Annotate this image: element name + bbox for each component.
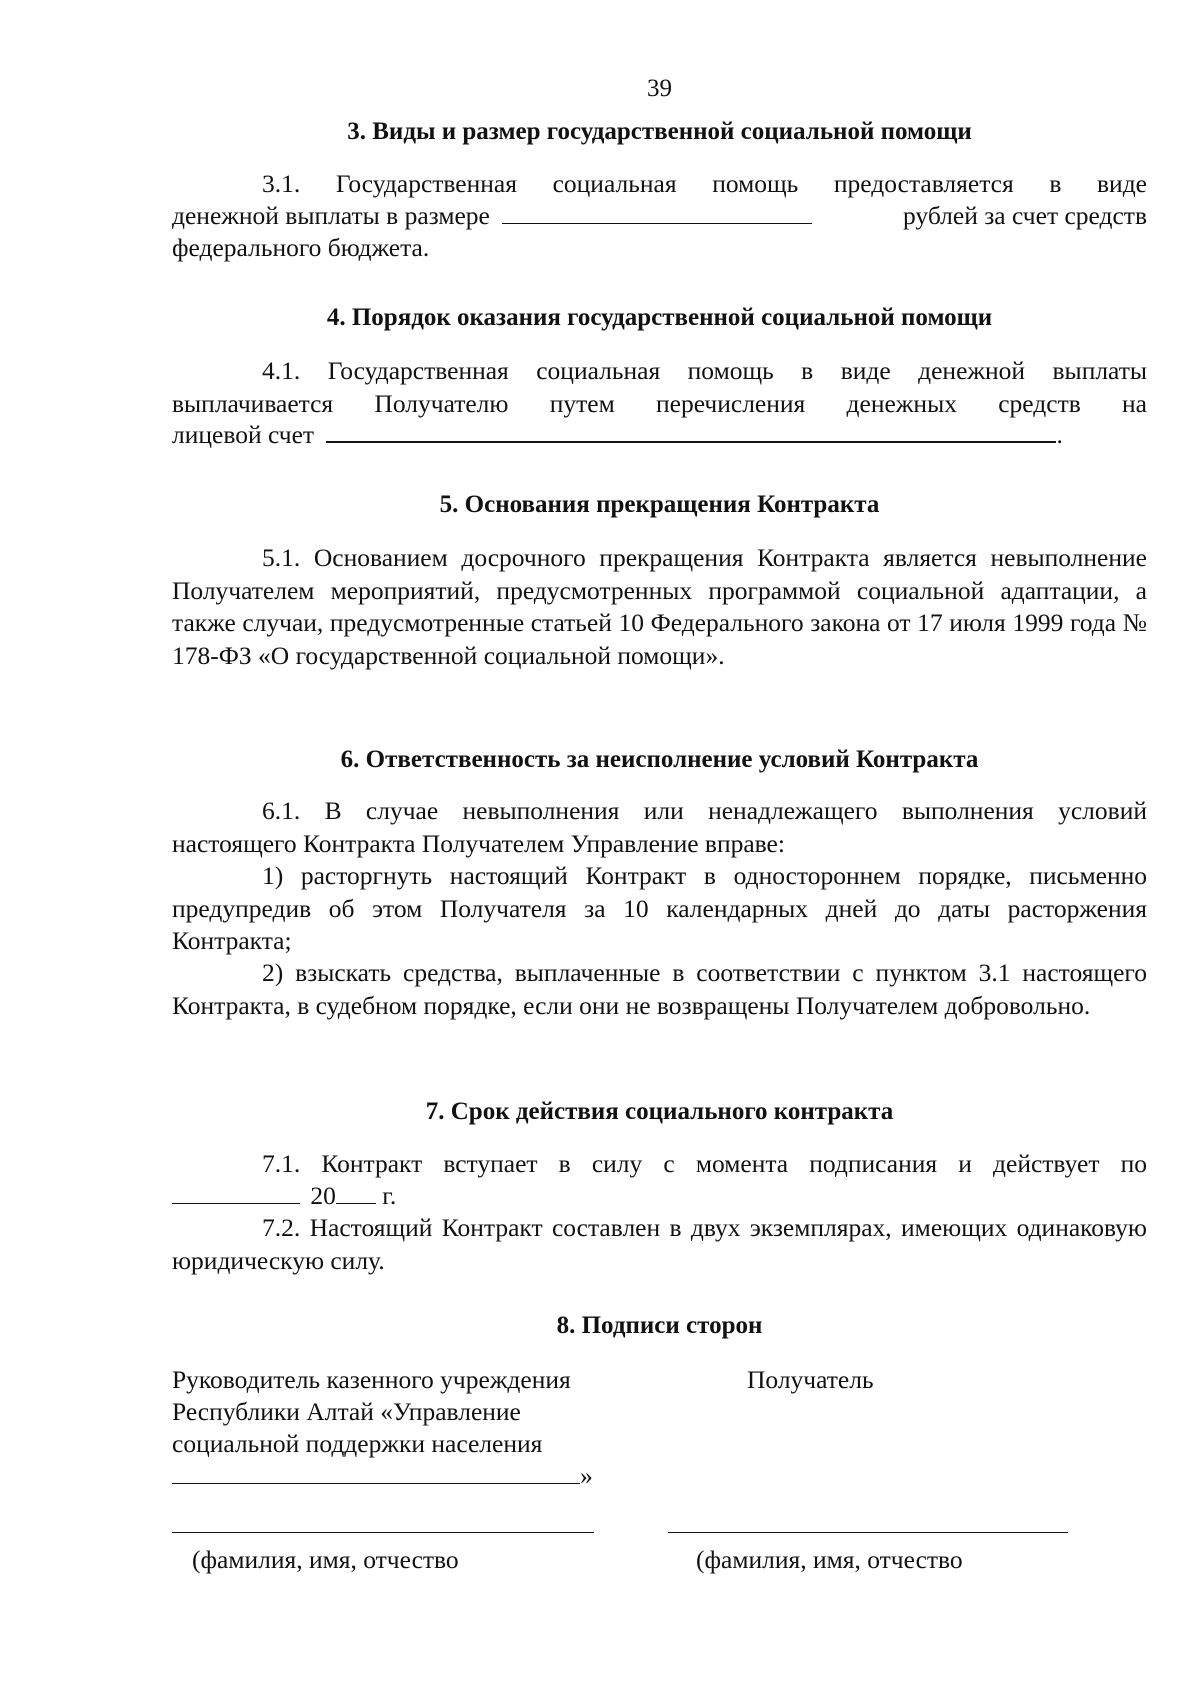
signature-right-caption: (фамилия, имя, отчество	[696, 1545, 963, 1574]
signature-left-line-4	[172, 1460, 632, 1493]
section-3-text-amount-suffix: рублей за счет средств	[903, 201, 1147, 230]
closing-quote: »	[580, 1461, 593, 1490]
signature-left-caption: (фамилия, имя, отчество	[192, 1545, 459, 1574]
section-6-heading: 6. Ответственность за неисполнение условий Контракта	[340, 746, 979, 773]
page-number: 39	[647, 75, 672, 102]
section-3-text-amount-prefix: денежной выплаты в размере	[172, 201, 490, 230]
year-blank-field	[336, 1181, 376, 1204]
section-7-heading: 7. Срок действия социального контракта	[425, 1098, 894, 1125]
document-page	[172, 0, 1147, 1698]
section-6-paragraph-1: 6.1. В случае невыполнения или ненадлежащего выполнения условий настоящего Контракта Получателем Управление вправе:	[172, 796, 1147, 858]
section-5-paragraph: 5.1. Основанием досрочного прекращения Контракта является невыполнение Получателем мероприятий, предусмотренных программой социальной адаптации, а также случаи, предусмотренные статьей 10 Федерального закона от 17 июля 1999 года № 178-ФЗ «О государственной социальной помощи».	[172, 543, 1147, 670]
section-7-date-line	[172, 1180, 1147, 1213]
section-4-period: .	[1056, 420, 1063, 449]
section-6-paragraph-2: 1) расторгнуть настоящий Контракт в одностороннем порядке, письменно предупредив об этом Получателя за 10 календарных дней до даты расторжения Контракта;	[172, 861, 1147, 955]
section-6-paragraph-3: 2) взыскать средства, выплаченные в соответствии с пунктом 3.1 настоящего Контракта, в судебном порядке, если они не возвращены Получателем добровольно.	[172, 958, 1147, 1020]
year-suffix: г.	[382, 1181, 397, 1210]
signature-right-rule	[668, 1532, 1068, 1533]
section-8-heading: 8. Подписи сторон	[556, 1312, 763, 1339]
section-4-account-line	[172, 419, 1147, 452]
year-prefix: 20	[310, 1181, 336, 1210]
signature-left-line-1: Руководитель казенного учреждения	[172, 1365, 571, 1394]
section-4-heading: 4. Порядок оказания государственной социальной помощи	[326, 304, 993, 331]
section-3-paragraph-line-1: 3.1. Государственная социальная помощь предоставляется в виде	[262, 169, 1147, 198]
account-blank-field	[326, 419, 1056, 443]
organization-name-blank-field	[172, 1461, 580, 1484]
signature-right-label: Получатель	[747, 1365, 874, 1394]
section-4-paragraph: 4.1. Государственная социальная помощь в виде денежной выплаты выплачивается Получателю путем перечисления денежных средств на	[172, 356, 1147, 418]
signature-left-line-2: Республики Алтай «Управление	[172, 1397, 521, 1426]
section-7-paragraph-2: 7.2. Настоящий Контракт составлен в двух экземплярах, имеющих одинаковую юридическую силу.	[172, 1213, 1147, 1275]
amount-blank-field	[502, 201, 812, 224]
section-3-heading: 3. Виды и размер государственной социальной помощи	[347, 118, 972, 145]
section-3-paragraph-line-2	[172, 200, 1147, 233]
section-5-heading: 5. Основания прекращения Контракта	[439, 491, 880, 518]
signature-left-rule	[172, 1532, 594, 1533]
section-3-paragraph-line-3: федерального бюджета.	[172, 233, 430, 262]
section-4-account-label: лицевой счет	[172, 420, 315, 449]
date-day-month-blank-field	[172, 1181, 300, 1204]
signature-left-line-3: социальной поддержки населения	[172, 1429, 543, 1458]
section-7-paragraph-1-line-1: 7.1. Контракт вступает в силу с момента подписания и действует по	[262, 1149, 1147, 1178]
